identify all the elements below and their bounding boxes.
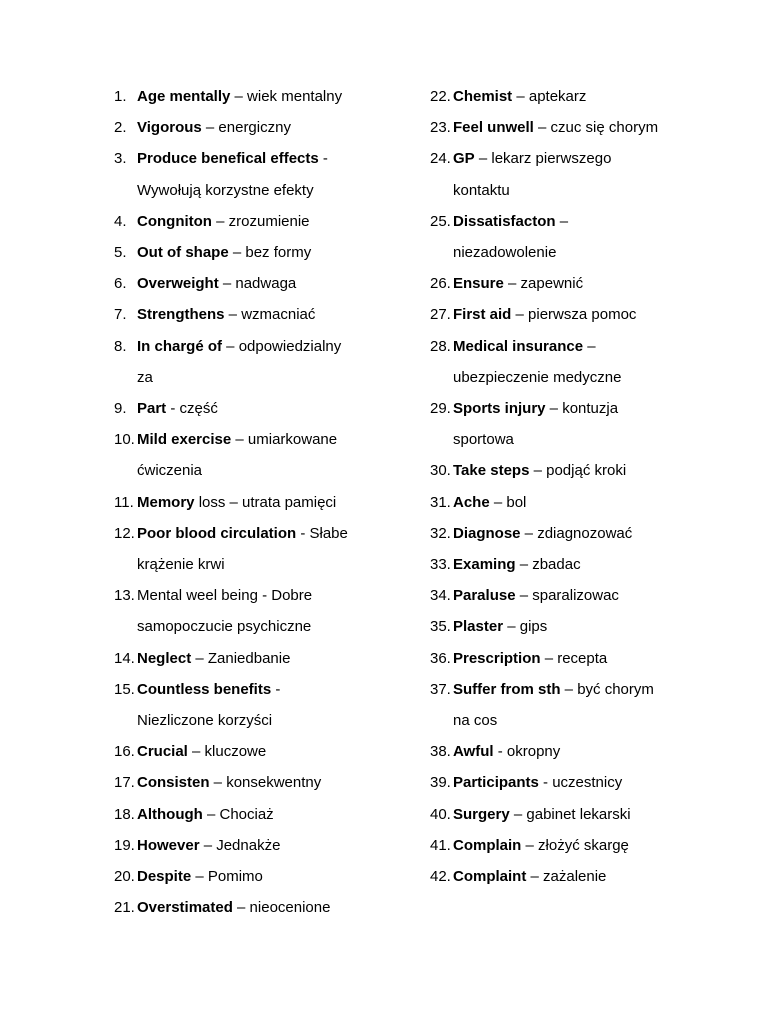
entry-term: Take steps (453, 462, 530, 480)
entry-translation: Mental weel being - Dobre (137, 587, 313, 605)
vocabulary-entry (114, 830, 404, 861)
vocabulary-entry (430, 736, 730, 767)
entry-number: 7. (114, 306, 127, 324)
entry-term: Prescription (453, 649, 541, 667)
entry-term: Crucial (137, 743, 188, 761)
entry-term: However (137, 836, 200, 854)
entry-translation: – aptekarz (512, 88, 587, 105)
entry-number: 28. (430, 337, 451, 355)
entry-translation: – Jednakże (199, 836, 281, 854)
entry-translation: – pierwsza pomoc (511, 306, 637, 324)
entry-translation: – zapewnić (503, 275, 584, 293)
entry-number: 17. (114, 774, 135, 792)
vocabulary-entry (114, 393, 404, 424)
vocabulary-entry (430, 455, 730, 486)
entry-term: Participants (453, 774, 539, 792)
entry-term: Awful (453, 743, 494, 761)
vocabulary-entry (430, 206, 730, 268)
entry-translation-continued: za (137, 368, 153, 386)
vocabulary-entry (430, 143, 730, 205)
entry-number: 36. (430, 649, 451, 667)
vocabulary-entry (430, 830, 730, 861)
entry-translation: - część (166, 400, 218, 418)
entry-term: Examing (453, 556, 516, 574)
entry-term: Memory (137, 493, 195, 511)
vocabulary-list-right (430, 81, 730, 892)
vocabulary-entry (114, 767, 404, 798)
vocabulary-entry (114, 112, 404, 143)
entry-translation-continued: sportowa (453, 431, 514, 449)
entry-number: 38. (430, 743, 451, 761)
entry-term: Ache (453, 493, 490, 511)
entry-translation: – umiarkowane (231, 431, 338, 449)
entry-term: Overweight (137, 275, 219, 293)
entry-term: Plaster (453, 618, 504, 636)
entry-term: Age mentally (137, 88, 231, 105)
entry-number: 23. (430, 119, 451, 137)
entry-translation: – być chorym (560, 680, 654, 698)
entry-translation-continued: niezadowolenie (453, 244, 557, 262)
entry-term: Overstimated (137, 899, 233, 917)
entry-translation: – Pomimo (191, 868, 263, 886)
entry-translation: – energiczny (201, 119, 291, 137)
entry-number: 16. (114, 743, 135, 761)
entry-translation: – recepta (540, 649, 608, 667)
vocabulary-entry (114, 268, 404, 299)
vocabulary-entry (430, 81, 730, 112)
entry-term: Suffer from sth (453, 680, 561, 698)
entry-number: 20. (114, 868, 135, 886)
entry-number: 26. (430, 275, 451, 293)
entry-term: Congniton (137, 212, 212, 230)
entry-number: 3. (114, 150, 127, 168)
entry-number: 8. (114, 337, 127, 355)
entry-term: Despite (137, 868, 192, 886)
entry-translation: loss – utrata pamięci (194, 493, 337, 511)
entry-number: 34. (430, 587, 451, 605)
vocabulary-entry (430, 643, 730, 674)
entry-translation-continued: ćwiczenia (137, 462, 203, 480)
vocabulary-entry (114, 643, 404, 674)
entry-term: Countless benefits (137, 680, 272, 698)
entry-term: Consisten (137, 774, 210, 792)
entry-translation: – lekarz pierwszego (474, 150, 612, 168)
entry-translation: – gips (503, 618, 548, 636)
entry-term: Ensure (453, 275, 504, 293)
entry-translation: - uczestnicy (538, 774, 623, 792)
entry-number: 35. (430, 618, 451, 636)
entry-translation-continued: Niezliczone korzyści (137, 712, 273, 730)
entry-number: 25. (430, 212, 451, 230)
entry-term: Complaint (453, 868, 527, 886)
vocabulary-entry (114, 331, 404, 393)
entry-translation: - Słabe (296, 524, 348, 542)
entry-translation: – zbadac (515, 556, 581, 574)
entry-translation: – kluczowe (187, 743, 267, 761)
entry-number: 30. (430, 462, 451, 480)
entry-term: Feel unwell (453, 119, 534, 137)
entry-term: Out of shape (137, 244, 229, 262)
entry-translation: – gabinet lekarski (509, 805, 631, 823)
vocabulary-entry (430, 611, 730, 642)
entry-term: Medical insurance (453, 337, 584, 355)
entry-translation: – czuc się chorym (533, 119, 659, 137)
vocabulary-entry (114, 424, 404, 486)
vocabulary-entry (430, 549, 730, 580)
entry-term: Mild exercise (137, 431, 232, 449)
entry-term: Chemist (453, 88, 513, 105)
entry-translation: – kontuzja (545, 400, 619, 418)
entry-translation-continued: samopoczucie psychiczne (137, 618, 312, 636)
entry-number: 6. (114, 275, 127, 293)
vocabulary-entry (114, 518, 404, 580)
entry-number: 31. (430, 493, 451, 511)
entry-translation: - (271, 680, 281, 698)
entry-term: Strengthens (137, 306, 225, 324)
entry-number: 12. (114, 524, 135, 542)
entry-translation: – podjąć kroki (529, 462, 627, 480)
entry-number: 19. (114, 836, 135, 854)
entry-number: 18. (114, 805, 135, 823)
entry-term: GP (453, 150, 475, 168)
entry-number: 14. (114, 649, 135, 667)
vocabulary-entry (114, 206, 404, 237)
entry-translation: - okropny (493, 743, 561, 761)
entry-translation: – konsekwentny (209, 774, 322, 792)
vocabulary-entry (114, 799, 404, 830)
entry-number: 4. (114, 212, 127, 230)
entry-term: Surgery (453, 805, 510, 823)
vocabulary-entry (430, 299, 730, 330)
vocabulary-list-left (114, 81, 404, 923)
vocabulary-entry (114, 892, 404, 923)
entry-number: 32. (430, 524, 451, 542)
vocabulary-entry (114, 299, 404, 330)
vocabulary-entry (430, 393, 730, 455)
entry-translation: – zdiagnozować (520, 524, 633, 542)
vocabulary-entry (114, 580, 404, 642)
entry-translation-continued: Wywołują korzystne efekty (137, 181, 314, 199)
vocabulary-entry (114, 143, 404, 205)
entry-number: 29. (430, 400, 451, 418)
vocabulary-entry (114, 861, 404, 892)
entry-number: 1. (114, 88, 127, 105)
entry-translation-continued: na cos (453, 712, 498, 730)
vocabulary-entry (430, 112, 730, 143)
entry-number: 42. (430, 868, 451, 886)
entry-translation: – wiek mentalny (230, 88, 343, 105)
entry-term: Although (137, 805, 203, 823)
entry-translation-continued: krążenie krwi (137, 556, 225, 574)
entry-number: 27. (430, 306, 451, 324)
entry-translation: – (583, 337, 596, 355)
entry-term: First aid (453, 306, 512, 324)
entry-term: Complain (453, 836, 522, 854)
entry-number: 10. (114, 431, 135, 449)
entry-number: 13. (114, 587, 135, 605)
entry-number: 2. (114, 119, 127, 137)
entry-term: Dissatisfacton (453, 212, 556, 230)
vocabulary-entry (430, 268, 730, 299)
vocabulary-entry (430, 799, 730, 830)
entry-term: Part (137, 400, 167, 418)
entry-term: Produce benefical effects (137, 150, 319, 168)
entry-number: 24. (430, 150, 451, 168)
entry-translation: – nieocenione (232, 899, 331, 917)
vocabulary-entry (114, 736, 404, 767)
vocabulary-entry (114, 487, 404, 518)
entry-number: 40. (430, 805, 451, 823)
entry-translation: – odpowiedzialny (222, 337, 342, 355)
entry-translation-continued: ubezpieczenie medyczne (453, 368, 622, 386)
vocabulary-entry (430, 580, 730, 611)
entry-number: 15. (114, 680, 135, 698)
entry-translation: – (555, 212, 569, 230)
entry-number: 5. (114, 244, 127, 262)
entry-translation: - (318, 150, 328, 168)
entry-term: In chargé of (137, 337, 223, 355)
entry-translation: – wzmacniać (224, 306, 316, 324)
entry-translation: – zażalenie (526, 868, 607, 886)
vocabulary-entry (430, 487, 730, 518)
entry-translation-continued: kontaktu (453, 181, 510, 199)
entry-term: Paraluse (453, 587, 516, 605)
entry-term: Neglect (137, 649, 192, 667)
entry-number: 22. (430, 88, 451, 105)
vocabulary-entry (430, 767, 730, 798)
entry-translation: – sparalizowac (515, 587, 619, 605)
entry-term: Vigorous (137, 119, 202, 137)
entry-translation: – nadwaga (218, 275, 297, 293)
entry-term: Sports injury (453, 400, 546, 418)
vocabulary-entry (430, 861, 730, 892)
entry-number: 39. (430, 774, 451, 792)
vocabulary-entry (114, 81, 404, 112)
vocabulary-entry (430, 331, 730, 393)
entry-translation: – Zaniedbanie (191, 649, 291, 667)
vocabulary-entry (114, 674, 404, 736)
vocabulary-entry (114, 237, 404, 268)
entry-translation: – Chociaż (202, 805, 274, 823)
vocabulary-entry (430, 674, 730, 736)
entry-term: Diagnose (453, 524, 521, 542)
vocabulary-entry (430, 518, 730, 549)
entry-number: 11. (114, 493, 134, 511)
entry-number: 21. (114, 899, 135, 917)
entry-number: 9. (114, 400, 127, 418)
entry-translation: – bez formy (228, 244, 312, 262)
entry-number: 33. (430, 556, 451, 574)
entry-translation: – bol (489, 493, 527, 511)
entry-term: Poor blood circulation (137, 524, 297, 542)
entry-number: 37. (430, 680, 451, 698)
entry-translation: – zrozumienie (211, 212, 310, 230)
entry-number: 41. (430, 836, 451, 854)
entry-translation: – złożyć skargę (521, 836, 629, 854)
